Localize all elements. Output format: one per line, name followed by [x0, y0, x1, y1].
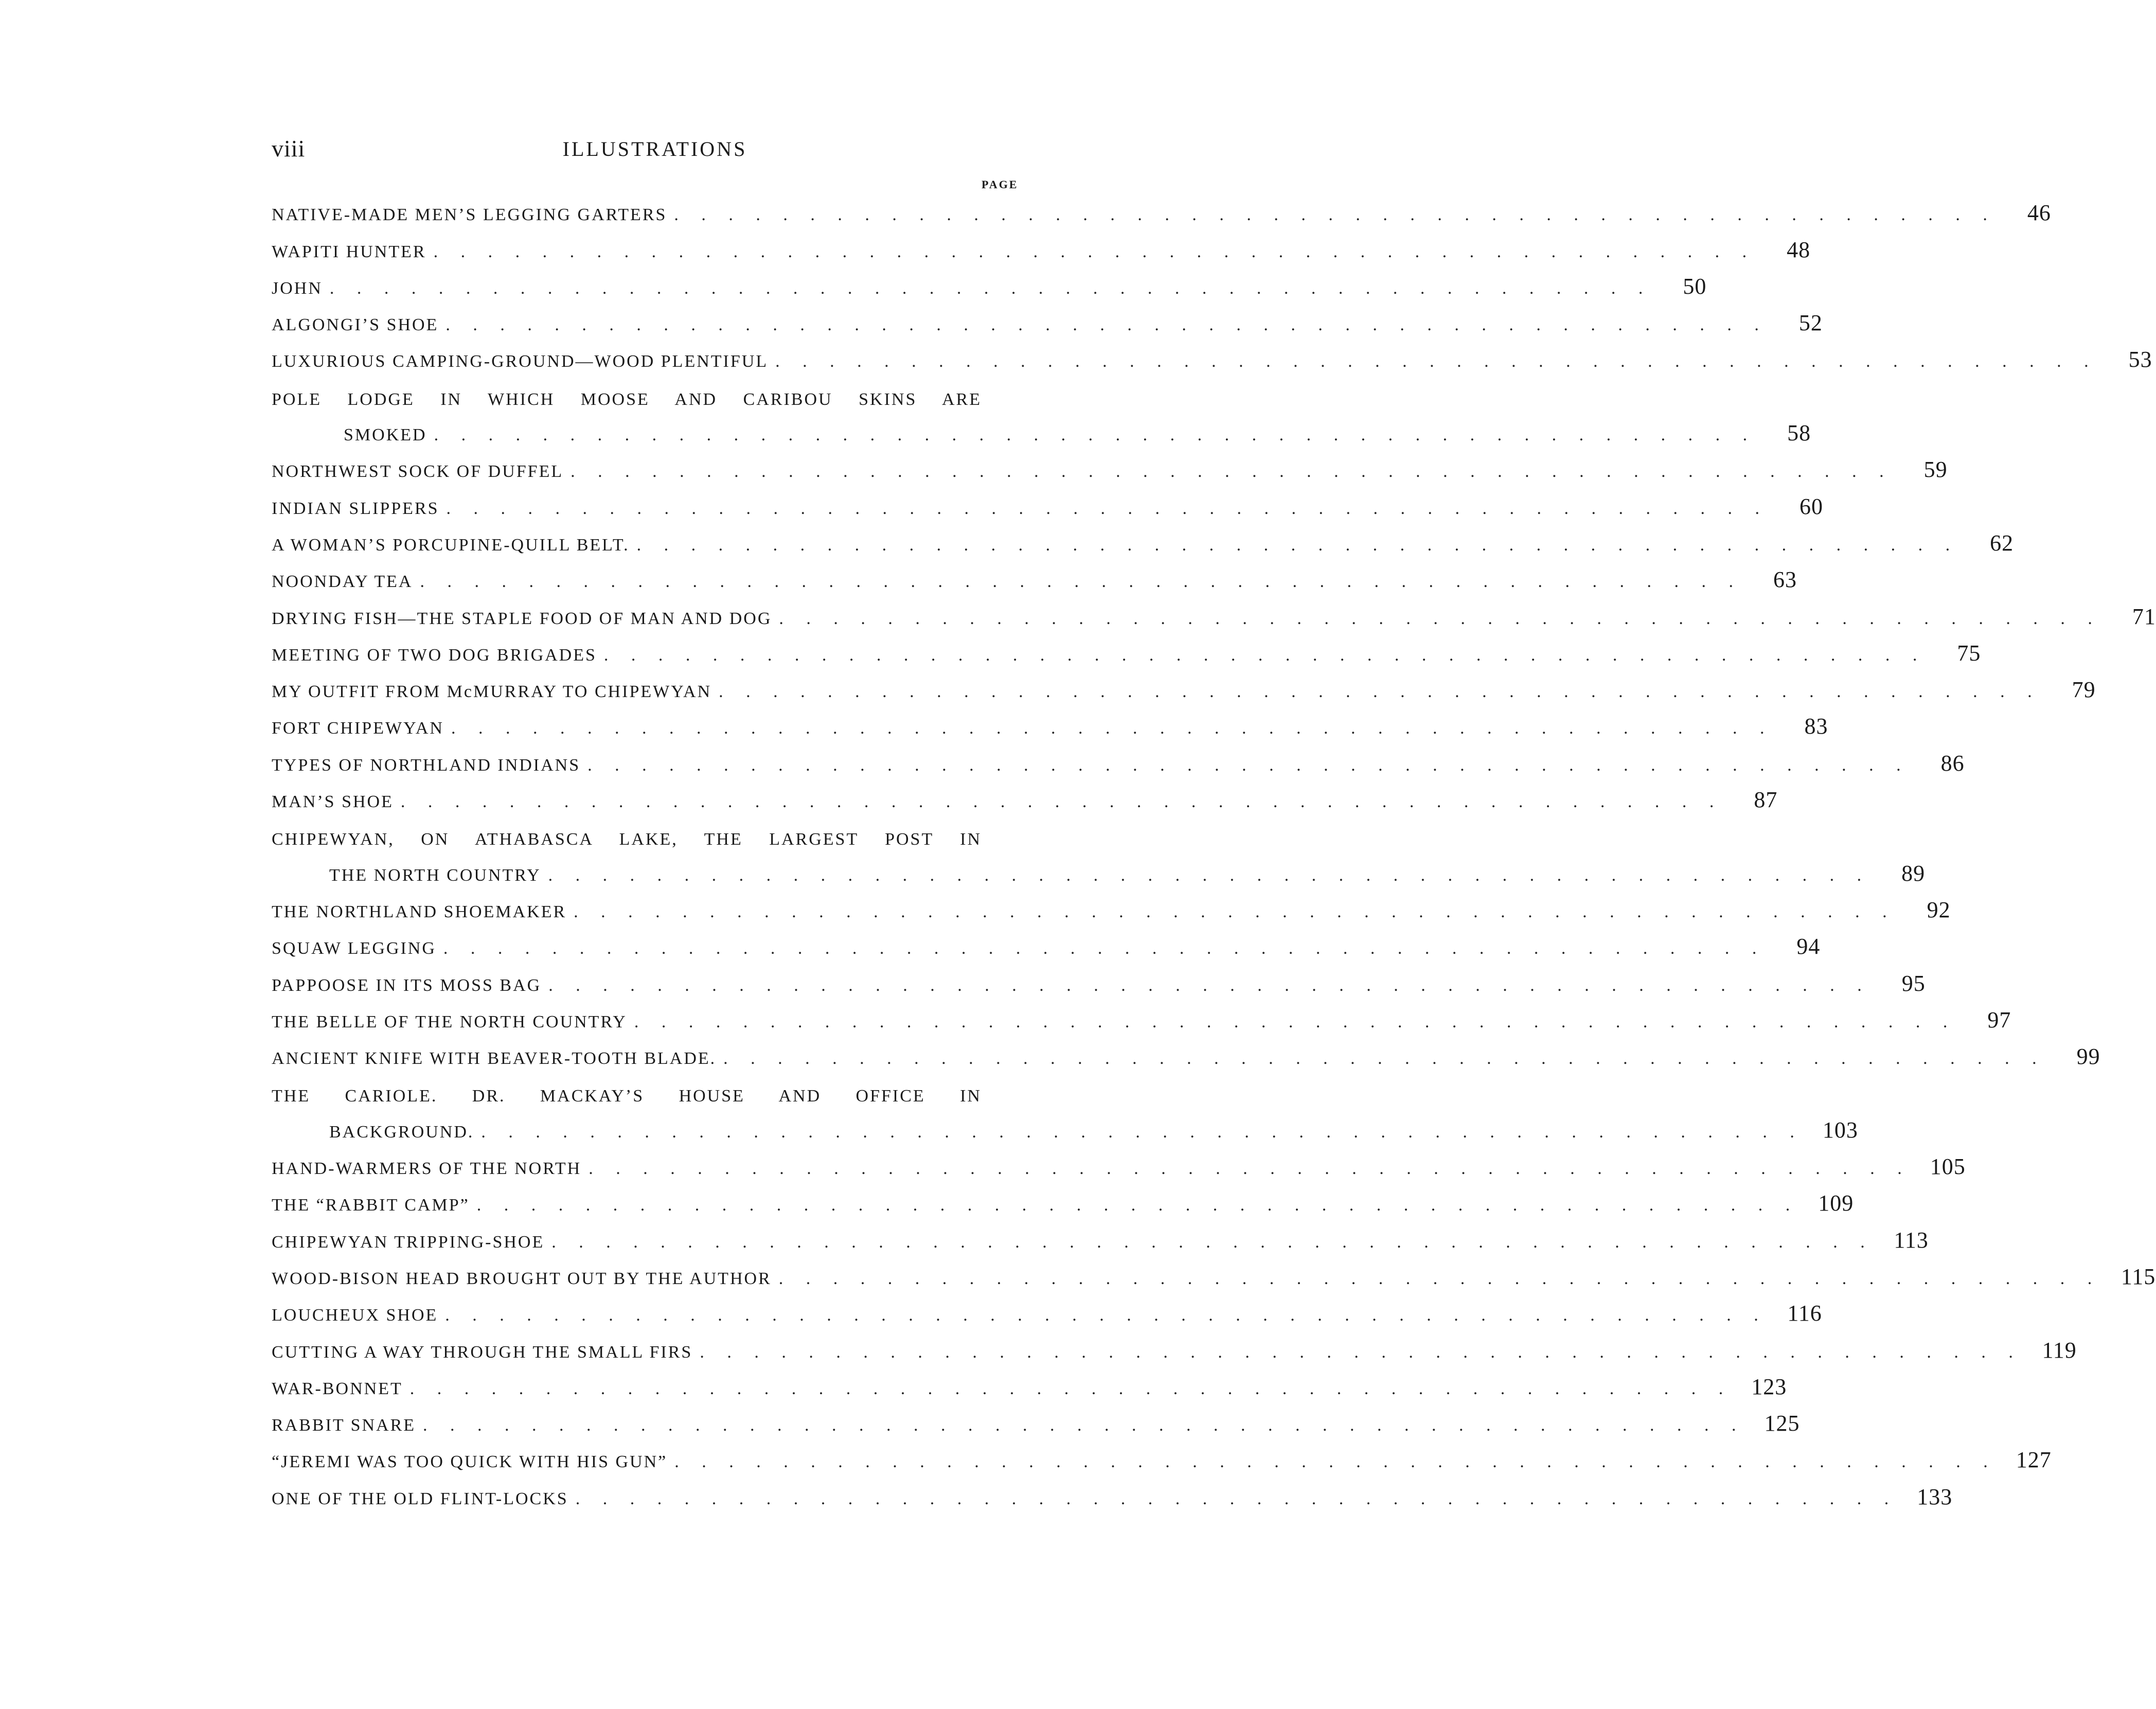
dot-leader: . . . . . . . . . . . . . . . . . . . . . . . . . . . . . . . . . . . . . . . . . . . . . . . . . — [481, 1122, 1804, 1142]
dot-leader: . . . . . . . . . . . . . . . . . . . . . . . . . . . . . . . . . . . . . . . . . . . . . . . . . — [634, 1012, 1957, 1031]
dot-leader: . . . . . . . . . . . . . . . . . . . . . . . . . . . . . . . . . . . . . . . . . . . . . . . . . — [589, 1159, 1911, 1179]
dot-leader: . . . . . . . . . . . . . . . . . . . . . . . . . . . . . . . . . . . . . . . . . . . . . . . . . — [445, 1306, 1768, 1325]
entry-page-number: 109 — [1818, 1190, 1854, 1216]
dot-leader: . . . . . . . . . . . . . . . . . . . . . . . . . . . . . . . . . . . . . . . . . . . . . . . . . — [443, 939, 1766, 958]
list-item — [272, 892, 1951, 928]
list-item — [272, 1038, 2100, 1075]
list-item — [272, 744, 1965, 781]
entry-page-number: 52 — [1798, 310, 1823, 336]
entry-caption: CHIPEWYAN, ON ATHABASCA LAKE, THE LARGEST POST IN — [272, 830, 982, 849]
entry-page-number: 115 — [2121, 1263, 2156, 1289]
entry-caption: NORTHWEST SOCK OF DUFFEL — [272, 462, 564, 482]
entry-page-number: 105 — [1930, 1154, 1966, 1180]
dot-leader: . . . . . . . . . . . . . . . . . . . . . . . . . . . . . . . . . . . . . . . . . . . . . . . . . — [587, 755, 1910, 775]
list-item — [272, 1331, 2077, 1368]
entry-page-number: 75 — [1957, 640, 1981, 666]
entry-caption: LUXURIOUS CAMPING-GROUND—WOOD PLENTIFUL — [272, 352, 769, 371]
entry-page-number: 79 — [2072, 677, 2096, 703]
list-item — [272, 1111, 1858, 1148]
entry-page-number: 99 — [2076, 1044, 2100, 1070]
entry-caption: CHIPEWYAN TRIPPING-SHOE — [272, 1232, 545, 1252]
list-item — [272, 194, 2051, 231]
list-item — [272, 1295, 1822, 1331]
entry-caption-continued: BACKGROUND. — [329, 1122, 474, 1142]
dot-leader: . . . . . . . . . . . . . . . . . . . . . . . . . . . . . . . . . . . . . . . . . . . . . . . . . — [551, 1232, 1874, 1252]
dot-leader: . . . . . . . . . . . . . . . . . . . . . . . . . . . . . . . . . . . . . . . . . . . . . . . . . — [548, 865, 1871, 885]
dot-leader: . . . . . . . . . . . . . . . . . . . . . . . . . . . . . . . . . . . . . . . . . . . . . . . . . — [548, 975, 1871, 995]
list-item — [272, 1368, 1787, 1405]
entry-page-number: 48 — [1787, 237, 1811, 262]
list-item — [272, 1185, 1854, 1221]
dot-leader: . . . . . . . . . . . . . . . . . . . . . . . . . . . . . . . . . . . . . . . . . . . . . . . . . — [434, 425, 1757, 445]
entry-caption: “JEREMI WAS TOO QUICK WITH HIS GUN” — [272, 1452, 668, 1472]
dot-leader: . . . . . . . . . . . . . . . . . . . . . . . . . . . . . . . . . . . . . . . . . . . . . . . . . — [423, 1416, 1745, 1435]
entry-page-number: 119 — [2042, 1337, 2077, 1363]
dot-leader: . . . . . . . . . . . . . . . . . . . . . . . . . . . . . . . . . . . . . . . . . . . . . . . . . — [778, 1269, 2101, 1288]
dot-leader: . . . . . . . . . . . . . . . . . . . . . . . . . . . . . . . . . . . . . . . . . . . . . . . . . — [446, 315, 1768, 335]
entry-caption: CUTTING A WAY THROUGH THE SMALL FIRS — [272, 1342, 693, 1362]
entry-caption: MEETING OF TWO DOG BRIGADES — [272, 645, 597, 665]
entry-caption: WOOD-BISON HEAD BROUGHT OUT BY THE AUTHOR — [272, 1269, 772, 1288]
dot-leader: . . . . . . . . . . . . . . . . . . . . . . . . . . . . . . . . . . . . . . . . . . . . . . . . . — [574, 902, 1896, 921]
entry-caption: SQUAW LEGGING — [272, 939, 436, 958]
entry-page-number: 125 — [1764, 1411, 1800, 1436]
entry-caption: THE CARIOLE. DR. MACKAY’S HOUSE AND OFFICE IN — [272, 1087, 982, 1106]
page-column-label: PAGE — [982, 178, 1019, 191]
list-item — [272, 415, 1811, 451]
entry-page-number: 127 — [2016, 1447, 2052, 1473]
list-item — [272, 1258, 2156, 1295]
dot-leader: . . . . . . . . . . . . . . . . . . . . . . . . . . . . . . . . . . . . . . . . . . . . . . . . . — [603, 645, 1927, 665]
entry-page-number: 63 — [1773, 567, 1797, 593]
dot-leader: . . . . . . . . . . . . . . . . . . . . . . . . . . . . . . . . . . . . . . . . . . . . . . . . . — [700, 1342, 2022, 1362]
list-item — [272, 1478, 1953, 1515]
running-title: ILLUSTRATIONS — [562, 137, 747, 161]
dot-leader: . . . . . . . . . . . . . . . . . . . . . . . . . . . . . . . . . . . . . . . . . . . . . . . . . — [451, 719, 1774, 738]
dot-leader: . . . . . . . . . . . . . . . . . . . . . . . . . . . . . . . . . . . . . . . . . . . . . . . . . — [674, 1452, 1997, 1472]
entry-caption: A WOMAN’S PORCUPINE-QUILL BELT. — [272, 535, 630, 555]
list-item — [272, 818, 1043, 854]
entry-page-number: 46 — [2027, 200, 2051, 226]
dot-leader: . . . . . . . . . . . . . . . . . . . . . . . . . . . . . . . . . . . . . . . . . . . . . . . . . — [723, 1049, 2046, 1069]
entry-caption: THE “RABBIT CAMP” — [272, 1196, 470, 1215]
entry-page-number: 59 — [1923, 457, 1948, 483]
entry-caption: MY OUTFIT FROM McMURRAY TO CHIPEWYAN — [272, 682, 712, 702]
entry-caption: POLE LODGE IN WHICH MOOSE AND CARIBOU SKINS ARE — [272, 389, 982, 409]
dot-leader: . . . . . . . . . . . . . . . . . . . . . . . . . . . . . . . . . . . . . . . . . . . . . . . . . — [409, 1379, 1733, 1398]
list-item — [272, 451, 1948, 488]
list-item — [272, 561, 1797, 598]
list-item — [272, 305, 1823, 341]
entry-page-number: 95 — [1901, 970, 1926, 996]
entry-page-number: 133 — [1917, 1484, 1953, 1509]
entry-page-number: 116 — [1787, 1301, 1822, 1326]
list-item — [272, 708, 1828, 744]
dot-leader: . . . . . . . . . . . . . . . . . . . . . . . . . . . . . . . . . . . . . . . . . . . . . . . . . — [571, 462, 1893, 482]
entry-page-number: 97 — [1987, 1007, 2011, 1032]
entry-page-number: 103 — [1822, 1117, 1858, 1143]
entry-page-number: 92 — [1927, 897, 1951, 922]
entry-caption: THE NORTHLAND SHOEMAKER — [272, 902, 567, 921]
entry-caption: ALGONGI’S SHOE — [272, 315, 439, 335]
entry-caption: MAN’S SHOE — [272, 792, 394, 812]
dot-leader: . . . . . . . . . . . . . . . . . . . . . . . . . . . . . . . . . . . . . . . . . . . . . . . . . — [674, 205, 1997, 225]
entry-caption: RABBIT SNARE — [272, 1416, 416, 1435]
entry-caption: NOONDAY TEA — [272, 572, 413, 592]
list-item — [272, 635, 1981, 671]
entry-page-number: 123 — [1751, 1374, 1787, 1399]
list-item — [272, 965, 1926, 1001]
entry-page-number: 60 — [1799, 493, 1824, 519]
dot-leader: . . . . . . . . . . . . . . . . . . . . . . . . . . . . . . . . . . . . . . . . . . . . . . . . . — [476, 1196, 1799, 1215]
illustrations-list — [272, 194, 2156, 1515]
entry-page-number: 62 — [1990, 530, 2014, 556]
entry-caption: ONE OF THE OLD FLINT-LOCKS — [272, 1489, 568, 1508]
list-item — [272, 268, 1707, 305]
list-item — [272, 1221, 1929, 1258]
list-item — [272, 671, 2096, 708]
list-item — [272, 525, 2014, 561]
dot-leader: . . . . . . . . . . . . . . . . . . . . . . . . . . . . . . . . . . . . . . . . . . . . . . . . . — [329, 278, 1652, 298]
entry-page-number: 58 — [1787, 420, 1811, 446]
list-item — [272, 1405, 1800, 1441]
dot-leader: . . . . . . . . . . . . . . . . . . . . . . . . . . . . . . . . . . . . . . . . . . . . . . . . . — [433, 242, 1756, 261]
list-item — [272, 781, 1778, 818]
entry-page-number: 89 — [1901, 860, 1926, 886]
entry-caption-continued: THE NORTH COUNTRY — [329, 865, 541, 885]
dot-leader: . . . . . . . . . . . . . . . . . . . . . . . . . . . . . . . . . . . . . . . . . . . . . . . . . — [636, 535, 1959, 555]
entry-page-number: 50 — [1683, 273, 1707, 299]
list-item — [272, 341, 2152, 378]
entry-caption: PAPPOOSE IN ITS MOSS BAG — [272, 975, 542, 995]
entry-caption: WAPITI HUNTER — [272, 242, 426, 261]
entry-caption: NATIVE-MADE MEN’S LEGGING GARTERS — [272, 205, 667, 225]
dot-leader: . . . . . . . . . . . . . . . . . . . . . . . . . . . . . . . . . . . . . . . . . . . . . . . . . — [446, 499, 1769, 518]
list-item — [272, 488, 1824, 524]
list-item — [272, 1441, 2052, 1478]
page-number-roman: viii — [272, 135, 306, 162]
entry-caption: FORT CHIPEWYAN — [272, 719, 444, 738]
entry-page-number: 71 — [2132, 603, 2156, 629]
list-item — [272, 1148, 1966, 1185]
dot-leader: . . . . . . . . . . . . . . . . . . . . . . . . . . . . . . . . . . . . . . . . . . . . . . . . . — [779, 609, 2101, 628]
entry-page-number: 113 — [1894, 1227, 1929, 1253]
entry-page-number: 86 — [1940, 750, 1965, 776]
entry-page-number: 83 — [1804, 714, 1828, 739]
dot-leader: . . . . . . . . . . . . . . . . . . . . . . . . . . . . . . . . . . . . . . . . . . . . . . . . . — [775, 352, 2098, 371]
list-item — [272, 231, 1811, 268]
list-item — [272, 854, 1926, 891]
entry-page-number: 94 — [1796, 934, 1821, 959]
list-item — [272, 378, 1043, 414]
entry-caption: TYPES OF NORTHLAND INDIANS — [272, 755, 581, 775]
list-item — [272, 1075, 1043, 1111]
entry-caption: HAND-WARMERS OF THE NORTH — [272, 1159, 582, 1179]
entry-caption: LOUCHEUX SHOE — [272, 1306, 438, 1325]
entry-caption: THE BELLE OF THE NORTH COUNTRY — [272, 1012, 627, 1031]
entry-caption: JOHN — [272, 278, 323, 298]
dot-leader: . . . . . . . . . . . . . . . . . . . . . . . . . . . . . . . . . . . . . . . . . . . . . . . . . — [575, 1489, 1898, 1508]
entry-caption: WAR-BONNET — [272, 1379, 403, 1398]
list-item — [272, 1002, 2011, 1038]
list-item — [272, 598, 2156, 634]
dot-leader: . . . . . . . . . . . . . . . . . . . . . . . . . . . . . . . . . . . . . . . . . . . . . . . . . — [719, 682, 2041, 702]
list-item — [272, 928, 1821, 965]
entry-caption: INDIAN SLIPPERS — [272, 499, 439, 518]
page-header — [272, 135, 1038, 171]
entry-caption: ANCIENT KNIFE WITH BEAVER-TOOTH BLADE. — [272, 1049, 717, 1069]
entry-page-number: 87 — [1754, 787, 1778, 813]
entry-caption: DRYING FISH—THE STAPLE FOOD OF MAN AND DOG — [272, 609, 772, 628]
dot-leader: . . . . . . . . . . . . . . . . . . . . . . . . . . . . . . . . . . . . . . . . . . . . . . . . . — [420, 572, 1742, 592]
entry-page-number: 53 — [2128, 347, 2152, 372]
entry-caption-continued: SMOKED — [344, 425, 427, 445]
dot-leader: . . . . . . . . . . . . . . . . . . . . . . . . . . . . . . . . . . . . . . . . . . . . . . . . . — [400, 792, 1723, 812]
